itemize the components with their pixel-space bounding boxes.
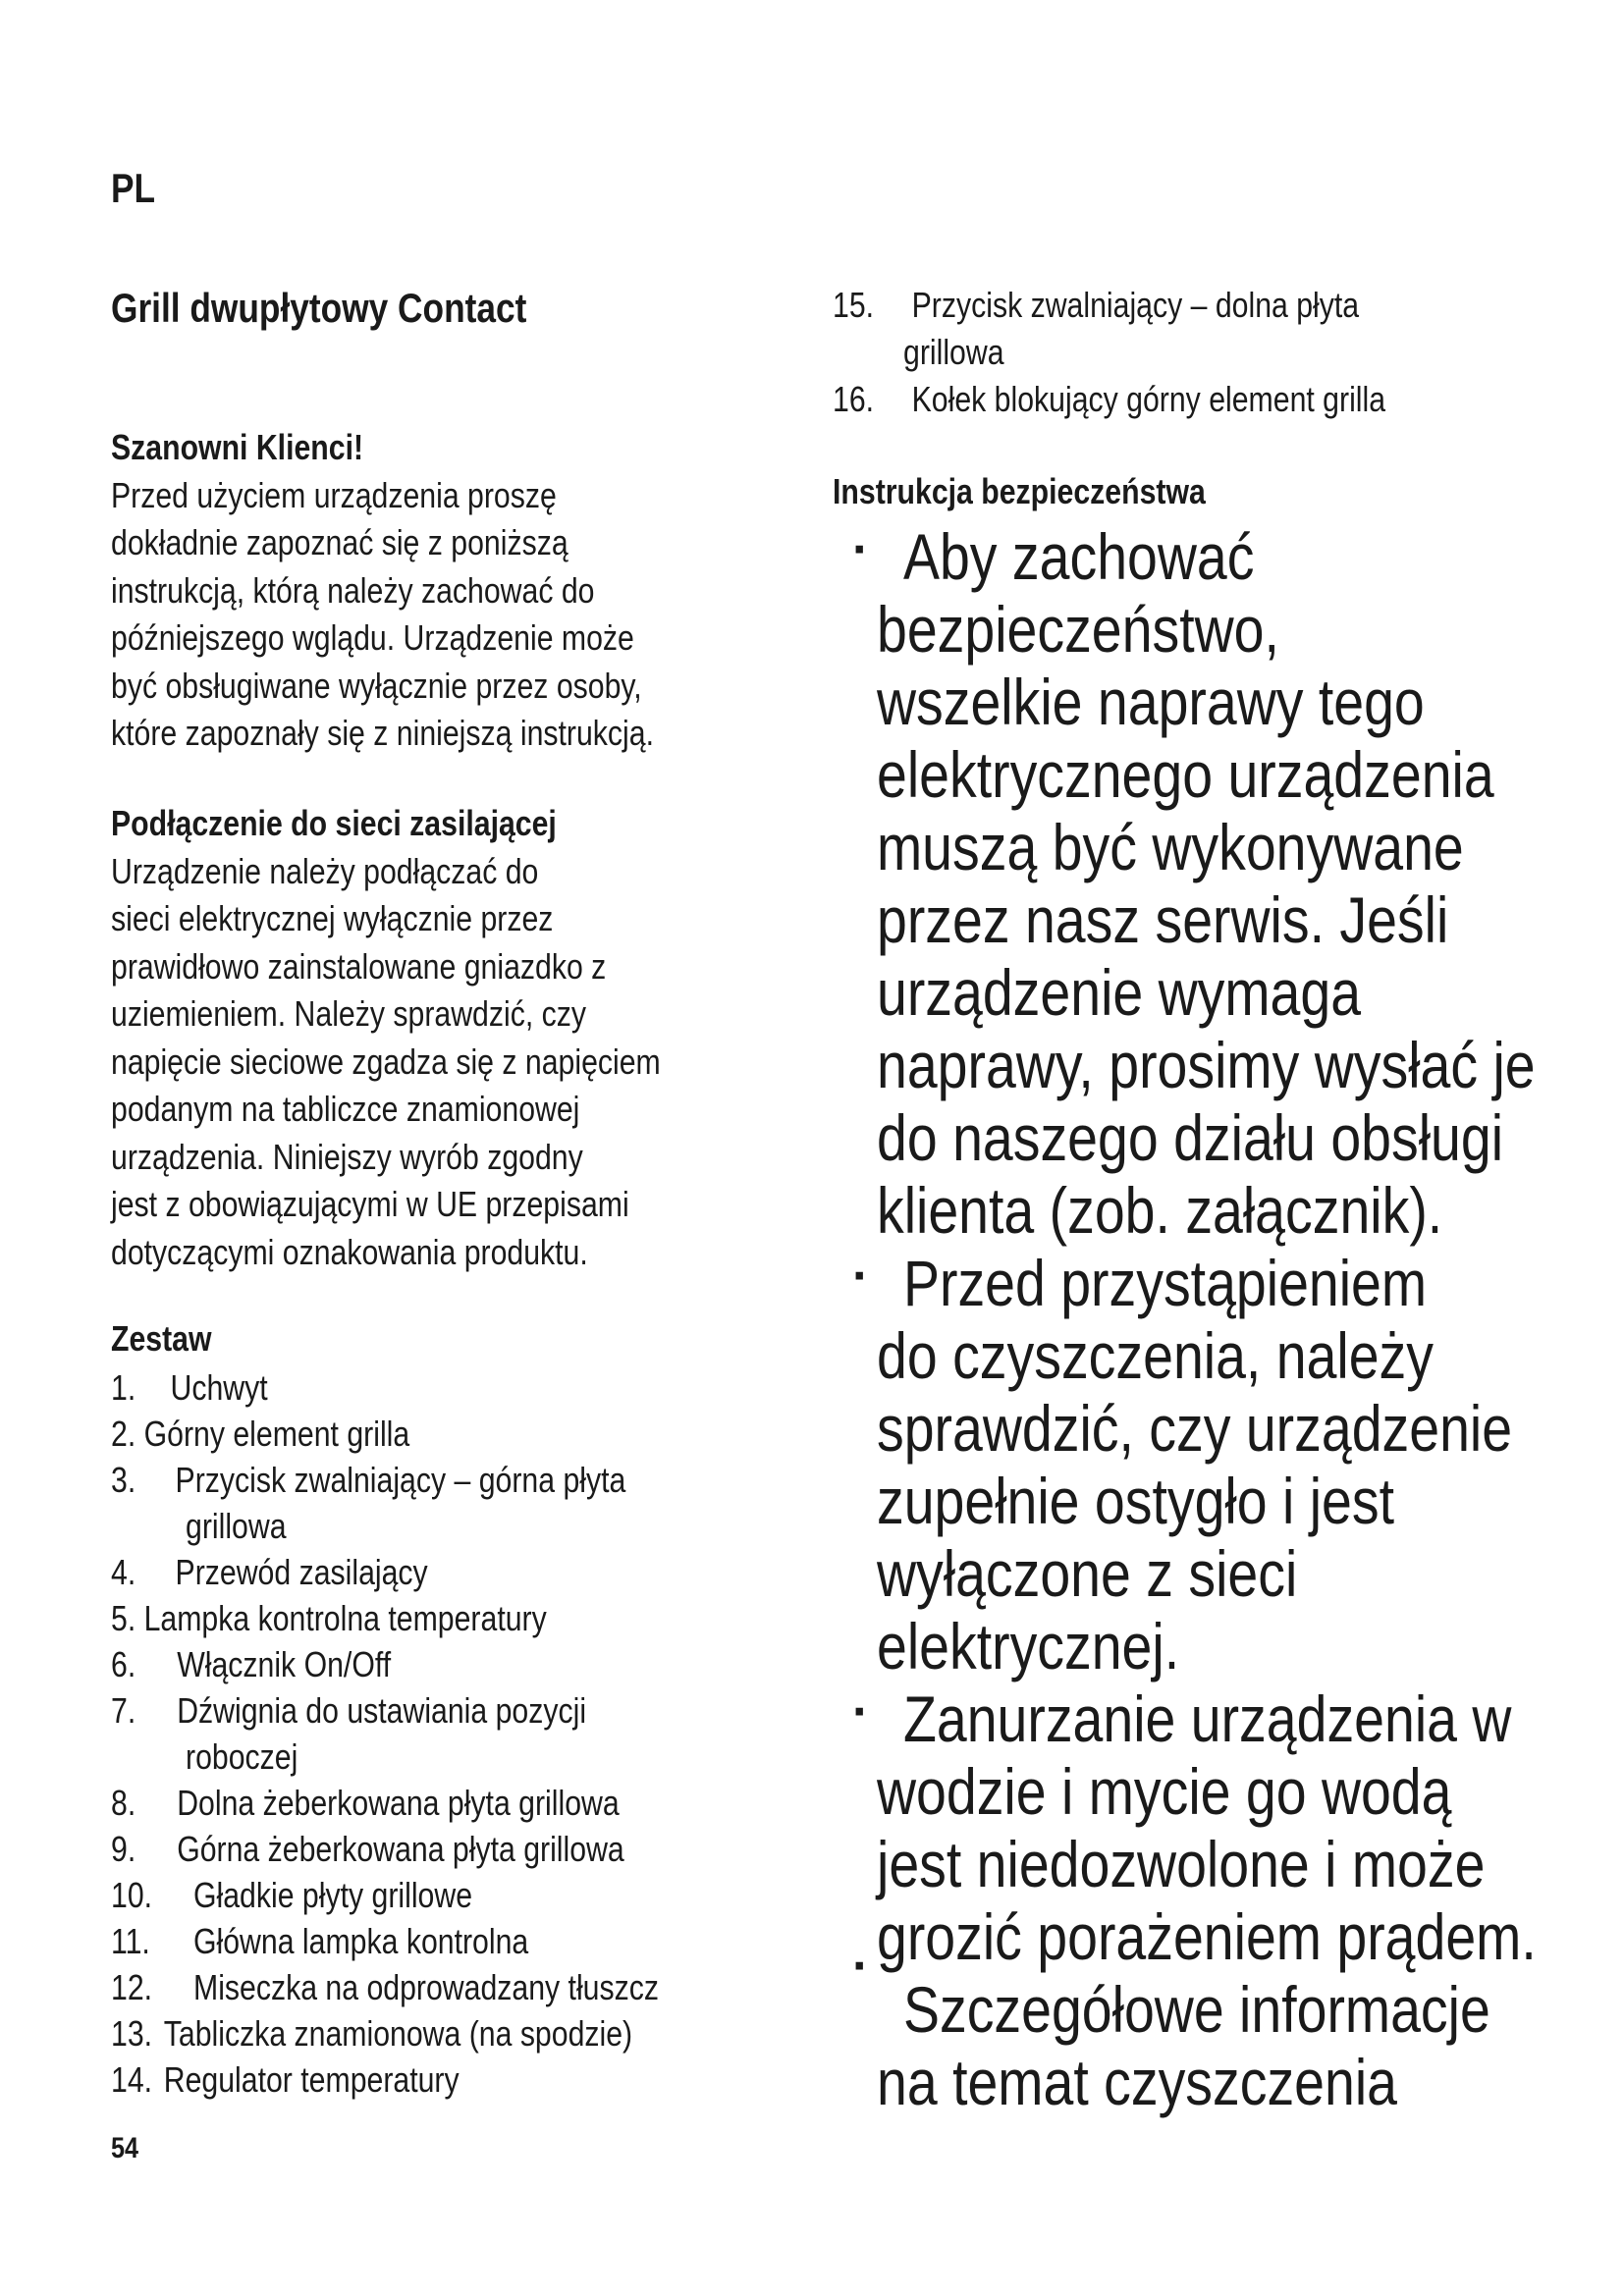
connection-line: Urządzenie należy podłączać do (111, 850, 539, 891)
greeting-section (111, 424, 757, 758)
safety-line: muszą być wykonywane (877, 811, 1464, 883)
safety-line: przez nasz serwis. Jeśli (877, 883, 1449, 956)
list-item: 7. Dźwignia do ustawiania pozycji (111, 1690, 587, 1731)
list-item-continuation: grillowa (903, 332, 1004, 372)
connection-heading: Podłączenie do sieci zasilającej (111, 803, 557, 843)
connection-line: uziemieniem. Należy sprawdzić, czy (111, 993, 586, 1034)
safety-line: Przed przystąpieniem (903, 1247, 1428, 1319)
bullet-icon: · (852, 1683, 870, 1740)
bullet-icon: · (852, 1248, 870, 1305)
list-item: 9. Górna żeberkowana płyta grillowa (111, 1829, 624, 1869)
list-item: 10. Gładkie płyty grillowe (111, 1875, 473, 1915)
safety-line: wodzie i mycie go wodą (877, 1755, 1452, 1828)
safety-heading: Instrukcja bezpieczeństwa (833, 471, 1206, 511)
greeting-line: które zapoznały się z niniejszą instrukcją. (111, 713, 654, 753)
connection-section (111, 800, 765, 1276)
safety-line: do czyszczenia, należy (877, 1319, 1434, 1392)
safety-line: naprawy, prosimy wysłać je (877, 1029, 1536, 1101)
safety-line: klienta (zob. załącznik). (877, 1174, 1443, 1247)
bullet-icon: · (852, 1938, 870, 1995)
safety-line: Aby zachować (903, 520, 1255, 593)
safety-line: jest niedozwolone i może (877, 1828, 1486, 1900)
greeting-line: instrukcją, którą należy zachować do (111, 569, 595, 611)
greeting-line: późniejszego wglądu. Urządzenie może (111, 617, 634, 658)
safety-line: wszelkie naprawy tego (877, 666, 1425, 738)
safety-line: Zanurzanie urządzenia w (903, 1682, 1512, 1755)
safety-line: elektrycznej. (877, 1610, 1180, 1682)
list-item: 8. Dolna żeberkowana płyta grillowa (111, 1783, 620, 1823)
list-item: 12. Miseczka na odprowadzany tłuszcz (111, 1967, 659, 2007)
page-title: Grill dwupłytowy Contact (111, 285, 527, 331)
safety-line: na temat czyszczenia (877, 2046, 1397, 2118)
list-item: 1. Uchwyt (111, 1367, 268, 1408)
list-item: 2. Górny element grilla (111, 1414, 410, 1454)
connection-line: urządzenia. Niniejszy wyrób zgodny (111, 1136, 583, 1177)
safety-line: sprawdzić, czy urządzenie (877, 1392, 1513, 1465)
list-item: 3. Przycisk zwalniający – górna płyta (111, 1460, 626, 1500)
list-item-continuation: grillowa (186, 1506, 287, 1546)
list-item: 5. Lampka kontrolna temperatury (111, 1598, 547, 1638)
list-item-continuation: roboczej (186, 1736, 298, 1777)
set-heading: Zestaw (111, 1318, 212, 1359)
connection-line: podanym na tabliczce znamionowej (111, 1089, 580, 1129)
greeting-line: Przed użyciem urządzenia proszę (111, 474, 557, 515)
language-code: PL (111, 165, 156, 211)
safety-line: wyłączone z sieci (877, 1537, 1298, 1610)
list-item: 11. Główna lampka kontrolna (111, 1921, 529, 1961)
list-item: 15. Przycisk zwalniający – dolna płyta (833, 285, 1360, 325)
safety-line: Szczegółowe informacje (903, 1973, 1490, 2046)
list-item: 14. Regulator temperatury (111, 2059, 460, 2100)
connection-line: napięcie sieciowe zgadza się z napięciem (111, 1041, 661, 1082)
greeting-line: być obsługiwane wyłącznie przez osoby, (111, 665, 642, 706)
list-item: 16. Kołek blokujący górny element grilla (833, 379, 1386, 419)
safety-line: bezpieczeństwo, (877, 593, 1279, 666)
greeting-line: dokładnie zapoznać się z poniższą (111, 522, 568, 562)
safety-line: zupełnie ostygło i jest (877, 1465, 1394, 1537)
connection-line: sieci elektrycznej wyłącznie przez (111, 898, 554, 938)
safety-line: urządzenie wymaga (877, 956, 1362, 1029)
connection-line: jest z obowiązującymi w UE przepisami (111, 1184, 629, 1224)
list-item: 6. Włącznik On/Off (111, 1644, 392, 1684)
bullet-icon: · (852, 521, 870, 578)
connection-line: dotyczącymi oznakowania produktu. (111, 1231, 588, 1272)
page-number: 54 (111, 2132, 139, 2164)
connection-line: prawidłowo zainstalowane gniazdko z (111, 945, 607, 987)
list-item: 13. Tabliczka znamionowa (na spodzie) (111, 2013, 633, 2054)
safety-line: grozić porażeniem prądem. (877, 1900, 1537, 1973)
safety-line: do naszego działu obsługi (877, 1101, 1504, 1174)
safety-line: elektrycznego urządzenia (877, 738, 1494, 811)
list-item: 4. Przewód zasilający (111, 1552, 428, 1592)
greeting-heading: Szanowni Klienci! (111, 427, 364, 467)
